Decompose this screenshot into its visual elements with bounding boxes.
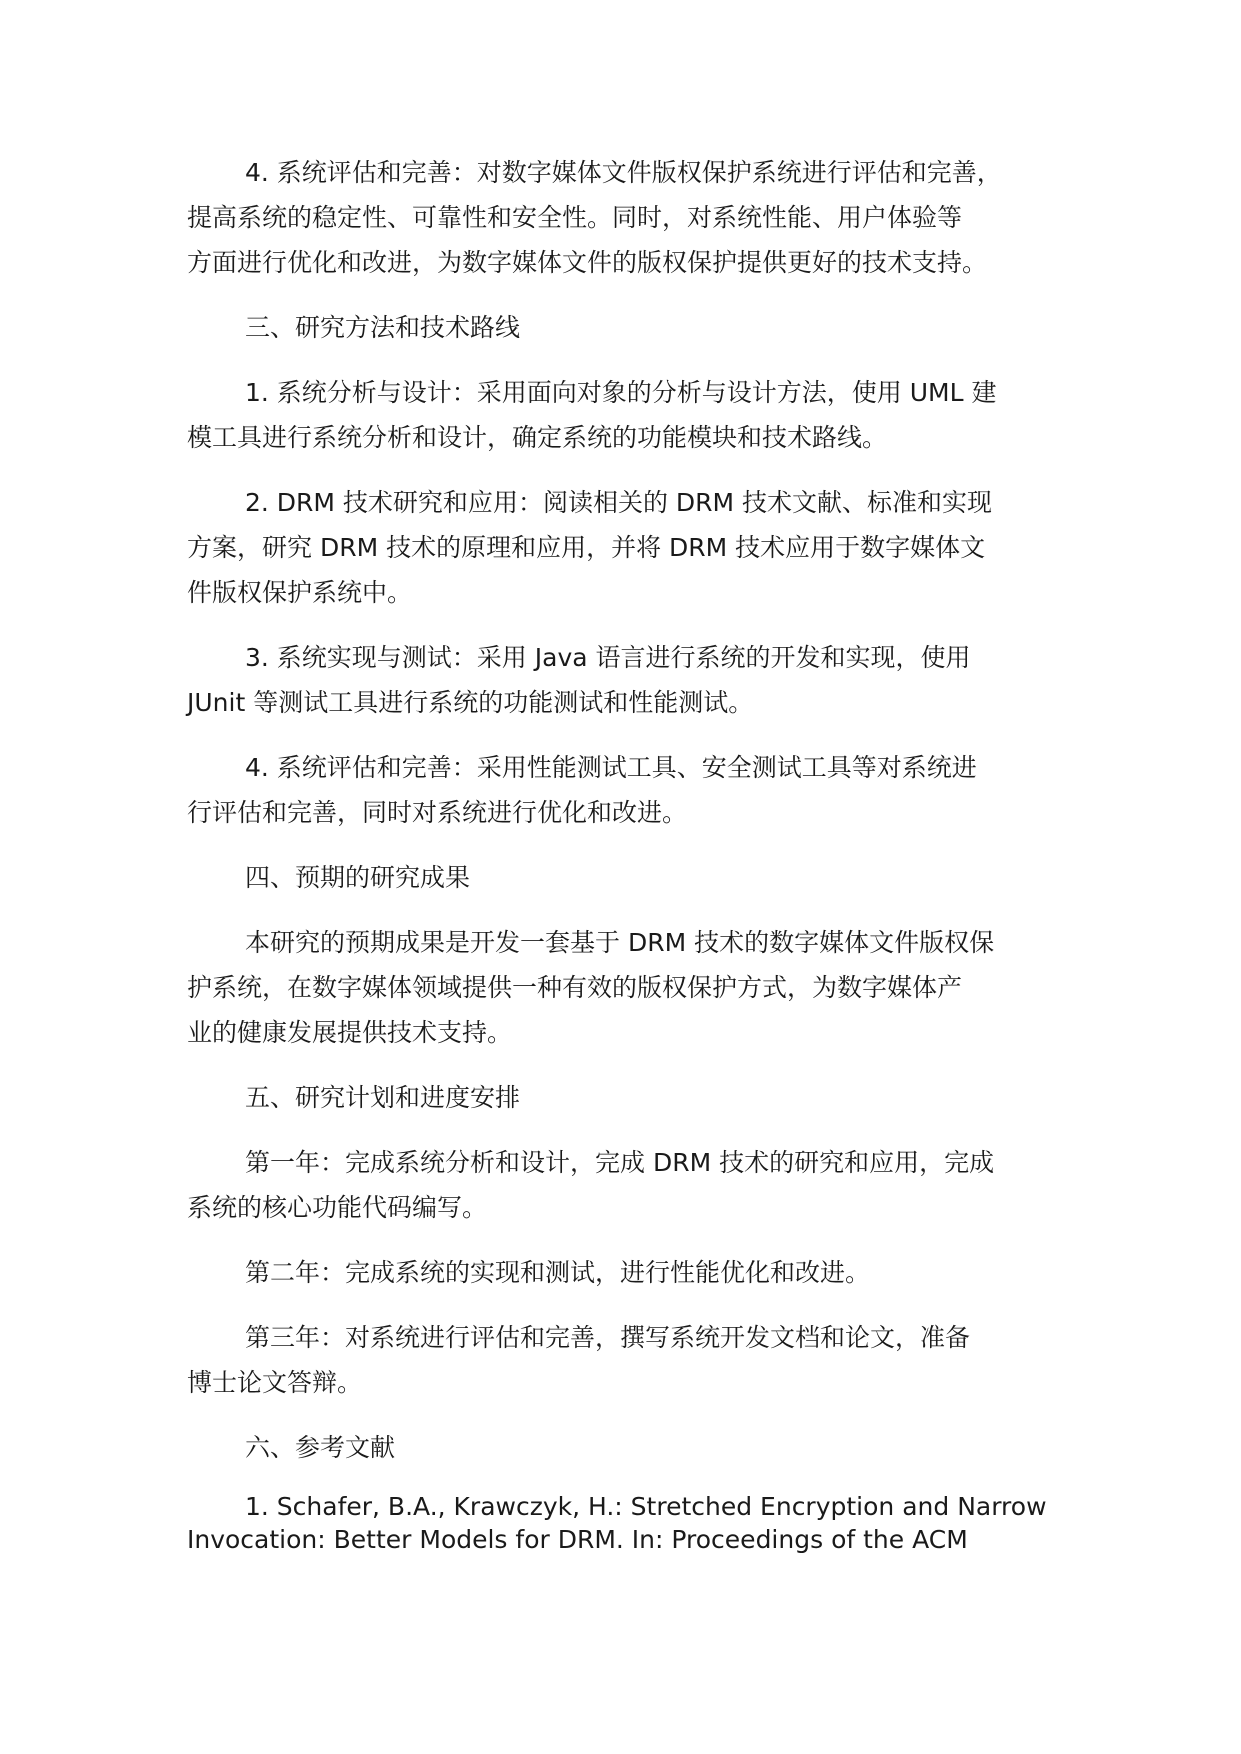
text-line: 第二年：完成系统的实现和测试，进行性能优化和改进。 [245, 1258, 871, 1287]
text-line: 3. 系统实现与测试：采用 Java 语言进行系统的开发和实现，使用 [245, 643, 971, 672]
text-line: 方案，研究 DRM 技术的原理和应用，并将 DRM 技术应用于数字媒体文 [187, 533, 986, 562]
text-line: Invocation: Better Models for DRM. In: Proceedings of the ACM [187, 1525, 968, 1554]
paragraph-year-three [187, 1315, 1087, 1405]
text-line: 1. Schafer, B.A., Krawczyk, H.: Stretched Encryption and Narrow [245, 1492, 1047, 1521]
text-line: 博士论文答辩。 [187, 1368, 363, 1397]
paragraph-system-evaluation [187, 150, 1087, 285]
text-line: 4. 系统评估和完善：对数字媒体文件版权保护系统进行评估和完善， [245, 158, 1002, 187]
section-heading-schedule: 五、研究计划和进度安排 [245, 1083, 521, 1112]
paragraph-expected-results [187, 920, 1087, 1055]
text-line: 1. 系统分析与设计：采用面向对象的分析与设计方法，使用 UML 建 [245, 378, 997, 407]
paragraph-year-one [187, 1140, 1087, 1230]
text-line: 系统的核心功能代码编写。 [187, 1193, 488, 1222]
section-heading-methods: 三、研究方法和技术路线 [245, 313, 521, 342]
section-heading-expected-results: 四、预期的研究成果 [245, 863, 471, 892]
document-body [187, 150, 1087, 1556]
paragraph-analysis-design [187, 370, 1087, 460]
paragraph-year-two [187, 1250, 1087, 1295]
paragraph-drm-research [187, 480, 1087, 615]
text-line: 方面进行优化和改进，为数字媒体文件的版权保护提供更好的技术支持。 [187, 248, 988, 277]
text-line: JUnit 等测试工具进行系统的功能测试和性能测试。 [187, 688, 754, 717]
text-line: 护系统，在数字媒体领域提供一种有效的版权保护方式，为数字媒体产 [187, 973, 963, 1002]
reference-entry [187, 1490, 1087, 1556]
text-line: 提高系统的稳定性、可靠性和安全性。同时，对系统性能、用户体验等 [187, 203, 963, 232]
text-line: 业的健康发展提供技术支持。 [187, 1018, 513, 1047]
text-line: 4. 系统评估和完善：采用性能测试工具、安全测试工具等对系统进 [245, 753, 977, 782]
text-line: 件版权保护系统中。 [187, 578, 413, 607]
paragraph-implementation-testing [187, 635, 1087, 725]
text-line: 本研究的预期成果是开发一套基于 DRM 技术的数字媒体文件版权保 [245, 928, 995, 957]
text-line: 第三年：对系统进行评估和完善，撰写系统开发文档和论文，准备 [245, 1323, 971, 1352]
text-line: 模工具进行系统分析和设计，确定系统的功能模块和技术路线。 [187, 423, 888, 452]
section-heading-references: 六、参考文献 [245, 1433, 396, 1462]
text-line: 行评估和完善，同时对系统进行优化和改进。 [187, 798, 688, 827]
text-line: 2. DRM 技术研究和应用：阅读相关的 DRM 技术文献、标准和实现 [245, 488, 993, 517]
paragraph-evaluation-tools [187, 745, 1087, 835]
text-line: 第一年：完成系统分析和设计，完成 DRM 技术的研究和应用，完成 [245, 1148, 995, 1177]
